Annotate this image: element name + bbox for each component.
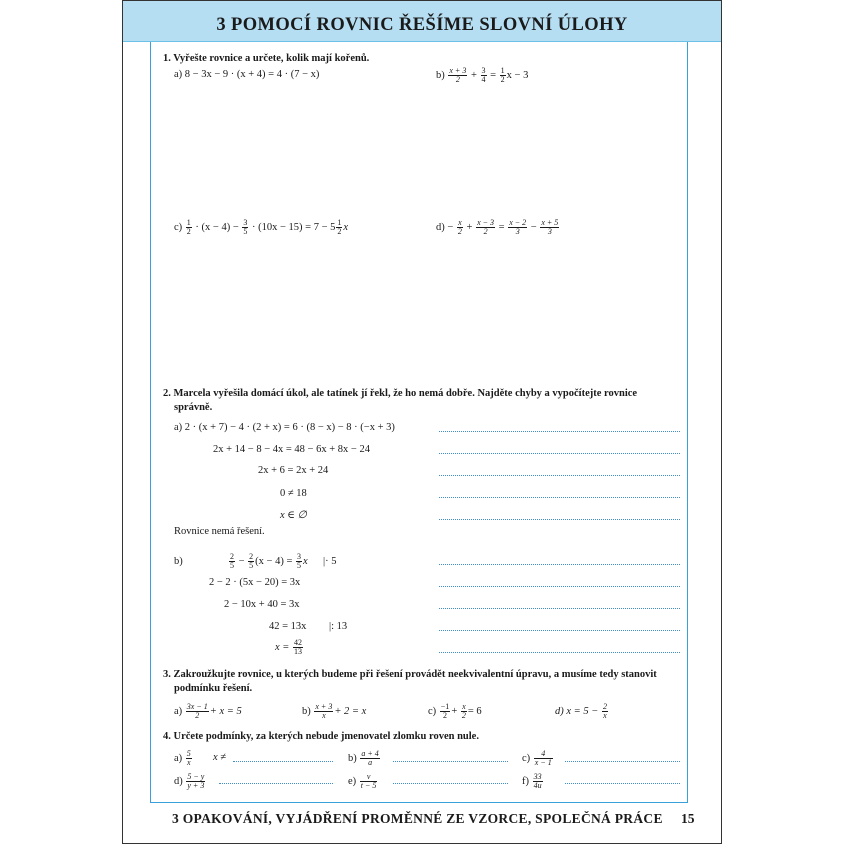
ex2-a-line: x ∈ ∅ <box>280 510 307 521</box>
ex2-b-line1: $\frac{2}{5}$ − $\frac{2}{5}$ (x − 4) = $\frac{3}{5}$ x <box>230 552 308 570</box>
ex4-b: b) $\frac{a + 4}{a}$ <box>348 749 379 767</box>
ex2-a-line: 2x + 6 = 2x + 24 <box>258 465 329 476</box>
ex4-label: 4. Určete podmínky, za kterých nebude jmenovatel zlomku roven nule. <box>163 731 479 742</box>
ex2-a-note: Rovnice nemá řešení. <box>174 526 265 537</box>
page-title: 3 POMOCÍ ROVNIC ŘEŠÍME SLOVNÍ ÚLOHY <box>216 15 628 35</box>
ex3-label: 3. Zakroužkujte rovnice, u kterých budeme při řešení provádět neekvivalentní úpravu, a musíme tedy stanovit <box>163 669 657 680</box>
workbook-page <box>122 0 722 844</box>
ex2-label-cont: správně. <box>174 402 213 413</box>
ex2-a-line: a) 2 · (x + 7) − 4 · (2 + x) = 6 · (8 − x) − 8 · (−x + 3) <box>174 422 395 433</box>
ex2-a-line: 0 ≠ 18 <box>280 488 307 499</box>
ex2-b-op: |· 5 <box>323 556 337 567</box>
ex3-label-cont: podmínku řešení. <box>174 683 253 694</box>
ex3-c[interactable]: c) $\frac{-1}{2}$ + $\frac{x}{2}$ = 6 <box>428 702 482 720</box>
footer-title: 3 OPAKOVÁNÍ, VYJÁDŘENÍ PROMĚNNÉ ZE VZORCE, SPOLEČNÁ PRÁCE <box>172 811 663 826</box>
answer-line[interactable] <box>393 761 508 762</box>
ex2-b-last: x = $\frac{42}{13}$ <box>275 638 302 656</box>
answer-line[interactable] <box>439 564 680 565</box>
page-number: 15 <box>681 811 695 826</box>
ex2-a-line: 2x + 14 − 8 − 4x = 48 − 6x + 8x − 24 <box>213 444 370 455</box>
ex2-b-line: 2 − 2 · (5x − 20) = 3x <box>209 577 301 588</box>
ex2-b-op: |: 13 <box>329 621 348 632</box>
answer-line[interactable] <box>219 783 333 784</box>
answer-line[interactable] <box>565 761 680 762</box>
ex4-d: d) $\frac{5 - y}{y + 3}$ <box>174 772 205 790</box>
ex2-b-label: b) <box>174 556 183 567</box>
ex2-b-line: 2 − 10x + 40 = 3x <box>224 599 300 610</box>
answer-line[interactable] <box>565 783 680 784</box>
page-footer <box>123 807 721 827</box>
bottom-rule <box>150 802 688 803</box>
ex4-f: f) $\frac{33}{4u}$ <box>522 772 542 790</box>
ex4-c: c) $\frac{4}{x - 1}$ <box>522 749 552 767</box>
ex4-a: a) $\frac{5}{x}$ <box>174 749 191 767</box>
ex4-a-cond: x ≠ <box>213 752 227 763</box>
answer-line[interactable] <box>393 783 508 784</box>
answer-line[interactable] <box>439 453 680 454</box>
ex2-label: 2. Marcela vyřešila domácí úkol, ale tatínek jí řekl, že ho nemá dobře. Najděte chyby a vypočítejte rovnice <box>163 388 638 399</box>
ex3-a[interactable]: a) $\frac{3x - 1}{2}$ + x = 5 <box>174 702 242 720</box>
answer-line[interactable] <box>233 761 333 762</box>
ex1-label: 1. Vyřešte rovnice a určete, kolik mají kořenů. <box>163 53 370 64</box>
title-bar <box>123 1 721 42</box>
ex1-a: a) 8 − 3x − 9 · (x + 4) = 4 · (7 − x) <box>174 69 320 80</box>
right-rule <box>687 42 688 802</box>
ex4-e: e) $\frac{v}{t - 5}$ <box>348 772 377 790</box>
answer-line[interactable] <box>439 519 680 520</box>
ex3-d[interactable]: d) x = 5 − $\frac{2}{x}$ <box>555 702 607 720</box>
answer-line[interactable] <box>439 608 680 609</box>
ex1-b: b) $\frac{x + 3}{2}$ + $\frac{3}{4}$ = $\frac{1}{2}$ x − 3 <box>436 66 529 84</box>
ex2-b-line: 42 = 13x <box>269 621 307 632</box>
left-rule <box>150 42 151 802</box>
answer-line[interactable] <box>439 630 680 631</box>
answer-line[interactable] <box>439 586 680 587</box>
ex1-d: d) − $\frac{x}{2}$ + $\frac{x - 3}{2}$ = $\frac{x - 2}{3}$ − $\frac{x + 5}{3}$ <box>436 218 559 236</box>
answer-line[interactable] <box>439 475 680 476</box>
answer-line[interactable] <box>439 497 680 498</box>
answer-line[interactable] <box>439 652 680 653</box>
ex1-c: c) $\frac{1}{2}$ · (x − 4) − $\frac{3}{5}$ · (10x − 15) = 7 − 5 $\frac{1}{2}$ x <box>174 218 349 236</box>
ex3-b[interactable]: b) $\frac{x + 3}{x}$ + 2 = x <box>302 702 367 720</box>
answer-line[interactable] <box>439 431 680 432</box>
